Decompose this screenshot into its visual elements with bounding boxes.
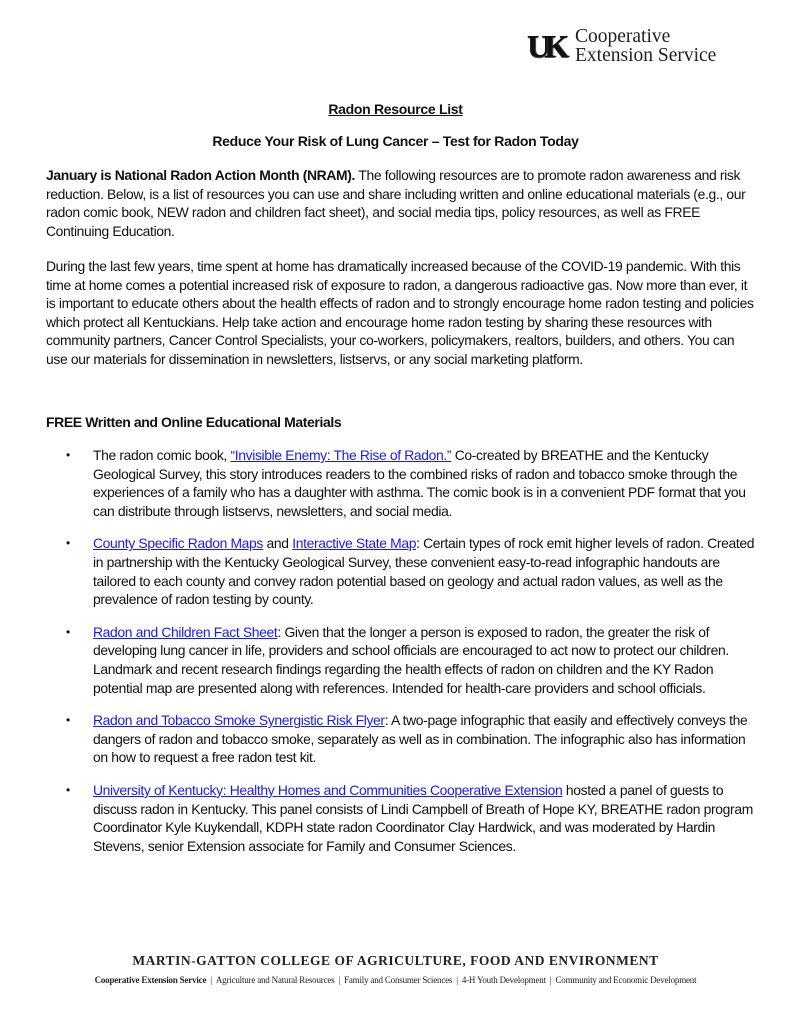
list-item — [46, 446, 758, 520]
footer-unit: Family and Consumer Sciences — [344, 975, 453, 985]
bullet-icon: • — [66, 782, 70, 797]
county-radon-maps-link[interactable]: County Specific Radon Maps — [93, 535, 264, 552]
uk-logo-icon: UK — [527, 28, 563, 64]
footer-college-name: MARTIN-GATTON COLLEGE OF AGRICULTURE, FOOD AND ENVIRONMENT — [132, 953, 659, 968]
section-heading: FREE Written and Online Educational Materials — [46, 414, 342, 430]
bullet-icon: • — [66, 448, 70, 462]
logo-wordmark — [575, 27, 716, 65]
resource-list — [46, 446, 758, 869]
page-subtitle: Reduce Your Risk of Lung Cancer – Test for Radon Today — [212, 133, 579, 149]
list-item — [46, 534, 758, 608]
item-text: Co-created by BREATHE and the Kentucky Geological Survey, this story introduces readers to the combined risks of radon and tobacco smoke through the experiences of a family who has a daughter with asthma. The comic book is in a convenient PDF format that you can distribute through listservs, newsletters, and social media. — [93, 447, 746, 519]
covid-paragraph: During the last few years, time spent at home has dramatically increased because of the COVID-19 pandemic. With this time at home comes a potential increased risk of exposure to radon, a dangerous radioactive gas. Now more than ever, it is important to educate others about the health effects of radon and to strongly encourage home radon testing and policies which protect all Kentuckians. Help take action and encourage home radon testing by sharing these resources with community partners, Cancer Control Specialists, your co-workers, policymakers, realtors, builders, and others. You can use our materials for dissemination in newsletters, listservs, or any social marketing platform. — [46, 258, 754, 367]
healthy-homes-extension-link[interactable]: University of Kentucky: Healthy Homes and Communities Cooperative Extension — [93, 781, 563, 798]
item-text: : Given that the longer a person is exposed to radon, the greater the risk of developing lung cancer in life, providers and school officials are encouraged to act now to protect our children. Landmark and recent research findings regarding the health effects of radon on children and the KY Radon potential map are presented along with references. Intended for health-care providers and school officials. — [93, 623, 729, 696]
footer-unit: 4-H Youth Development — [461, 975, 546, 985]
footer-separator: | — [456, 975, 458, 985]
item-text: : A two-page infographic that easily and effectively conveys the dangers of radon and tobacco smoke, separately as well as in combination. The infographic also has information on how to request a free radon test kit. — [93, 712, 748, 766]
list-item — [46, 781, 758, 855]
item-text: : Certain types of rock emit higher levels of radon. Created in partnership with the Kentucky Geological Survey, these convenient easy-to-read infographic handouts are tailored to each county and convey radon potential based on geology and actual radon values, as well as the prevalence of radon testing by county. — [93, 535, 755, 608]
footer-unit: Agriculture and Natural Resources — [215, 975, 335, 985]
item-text: hosted a panel of guests to discuss radon in Kentucky. This panel consists of Lindi Campbell of Breath of Hope KY, BREATHE radon program Coordinator Kyle Kuykendall, KDPH state radon Coordinator Clay Hardwick, and was moderated by Hardin Stevens, senior Extension associate for Family and Consumer Sciences. — [93, 781, 753, 854]
comic-book-link[interactable]: “Invisible Enemy: The Rise of Radon.” — [230, 447, 452, 463]
footer-unit: Cooperative Extension Service — [94, 975, 207, 985]
bullet-icon: • — [66, 713, 70, 728]
item-text: The radon comic book, — [93, 447, 231, 463]
footer-unit: Community and Economic Development — [555, 975, 697, 985]
tobacco-risk-flyer-link[interactable]: Radon and Tobacco Smoke Synergistic Risk Flyer — [93, 712, 385, 729]
children-fact-sheet-link[interactable]: Radon and Children Fact Sheet — [93, 623, 278, 640]
bullet-icon: • — [66, 624, 70, 639]
bullet-icon: • — [66, 536, 70, 551]
list-item — [46, 711, 758, 767]
interactive-state-map-link[interactable]: Interactive State Map — [292, 535, 417, 552]
list-item — [46, 623, 758, 697]
page-title: Radon Resource List — [328, 101, 463, 117]
footer-separator: | — [210, 975, 212, 985]
intro-bold-lead: January is National Radon Action Month (NRAM). — [46, 167, 356, 183]
logo-line-2: Extension Service — [575, 45, 717, 66]
intro-text: The following resources are to promote radon awareness and risk reduction. Below, is a list of resources you can use and share including written and online educational materials (e.g., our radon comic book, NEW radon and children fact sheet), and social media tips, policy resources, as well as FREE Continuing Education. — [46, 167, 746, 239]
item-text: and — [263, 535, 293, 552]
footer-units — [0, 975, 791, 985]
footer-separator: | — [338, 975, 341, 985]
footer-separator: | — [549, 975, 552, 985]
uk-cooperative-extension-logo — [527, 25, 716, 67]
logo-line-1: Cooperative — [575, 26, 671, 47]
intro-paragraph — [46, 166, 758, 240]
